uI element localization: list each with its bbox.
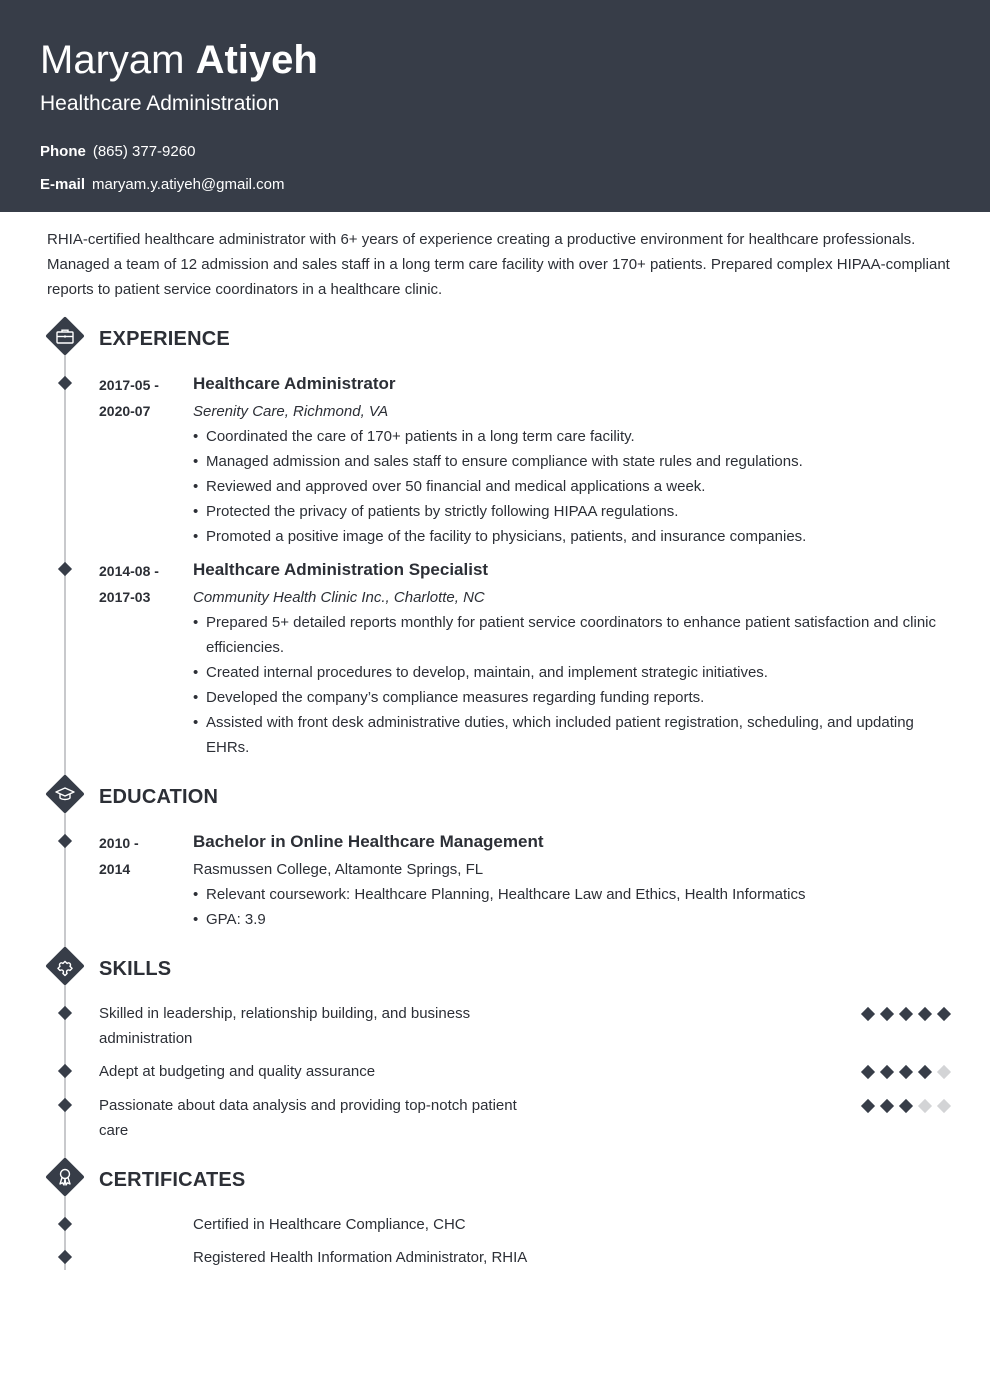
graduation-cap-icon: [45, 774, 85, 814]
job-date-start: 2014-08 -: [99, 563, 159, 579]
rating-diamond-filled: [918, 1007, 932, 1021]
list-item: • Promoted a positive image of the facility to physicians, patients, and insurance companies.: [193, 528, 807, 545]
school-name: Rasmussen College, Altamonte Springs, FL: [193, 861, 484, 878]
timeline-marker: [58, 1217, 72, 1231]
job-date-end: 2020-07: [99, 403, 151, 419]
degree-title: Bachelor in Online Healthcare Management: [193, 832, 544, 851]
rating-diamond-empty: [918, 1099, 932, 1113]
skill-name: Skilled in leadership, relationship building, and business administration: [99, 1005, 471, 1047]
certificate-item: Registered Health Information Administrator, RHIA: [193, 1249, 528, 1266]
skill-name: Adept at budgeting and quality assurance: [99, 1063, 376, 1080]
list-item: • Prepared 5+ detailed reports monthly for patient service coordinators to enhance patient satisfaction and clinic efficiencies.: [193, 614, 937, 656]
list-item: • Protected the privacy of patients by strictly following HIPAA regulations.: [193, 503, 679, 520]
section-title-education: EDUCATION: [99, 786, 219, 808]
skill-name: Passionate about data analysis and providing top-notch patient care: [99, 1097, 517, 1139]
rating-diamond-empty: [937, 1099, 951, 1113]
job-title: Healthcare Administrator: [193, 374, 396, 393]
briefcase-icon: [45, 316, 85, 356]
candidate-name: [40, 36, 318, 84]
skill-rating: [860, 1006, 952, 1022]
education-details: [193, 882, 953, 932]
timeline-marker: [58, 1250, 72, 1264]
section-title-certificates: CERTIFICATES: [99, 1169, 246, 1191]
email-value[interactable]: maryam.y.atiyeh@gmail.com: [92, 176, 285, 193]
certificate-item: Certified in Healthcare Compliance, CHC: [193, 1216, 466, 1233]
contact-email: [40, 175, 285, 195]
job-company: Serenity Care, Richmond, VA: [193, 403, 389, 420]
job-title: Healthcare Administration Specialist: [193, 560, 489, 579]
job-date-start: 2017-05 -: [99, 377, 159, 393]
timeline-marker: [58, 1006, 72, 1020]
education-entry: [193, 830, 953, 932]
education-date-end: 2014: [99, 861, 131, 877]
list-item: • Developed the company’s compliance measures regarding funding reports.: [193, 689, 705, 706]
skill-rating: [860, 1064, 952, 1080]
timeline-marker: [58, 376, 72, 390]
contact-phone: [40, 142, 195, 162]
section-title-experience: EXPERIENCE: [99, 328, 230, 350]
job-dates: [99, 558, 179, 610]
rating-diamond-filled: [880, 1007, 894, 1021]
job-entry: [193, 558, 953, 760]
job-date-end: 2017-03: [99, 589, 151, 605]
timeline-marker: [58, 1098, 72, 1112]
list-item: • Assisted with front desk administrative duties, which included patient registration, scheduling, and updating EHRs.: [193, 714, 914, 756]
rating-diamond-filled: [937, 1007, 951, 1021]
rating-diamond-filled: [918, 1065, 932, 1079]
timeline-marker: [58, 562, 72, 576]
rating-diamond-filled: [861, 1065, 875, 1079]
list-item: • Coordinated the care of 170+ patients in a long term care facility.: [193, 428, 635, 445]
list-item: • Managed admission and sales staff to ensure compliance with state rules and regulations.: [193, 453, 803, 470]
list-item: • Reviewed and approved over 50 financial and medical applications a week.: [193, 478, 706, 495]
education-date-start: 2010 -: [99, 835, 139, 851]
section-title-skills: SKILLS: [99, 958, 172, 980]
rating-diamond-empty: [937, 1065, 951, 1079]
last-name: Atiyeh: [195, 38, 318, 82]
rating-diamond-filled: [899, 1065, 913, 1079]
rating-diamond-filled: [861, 1099, 875, 1113]
phone-label: Phone: [40, 143, 86, 160]
rating-diamond-filled: [899, 1007, 913, 1021]
list-item: • Relevant coursework: Healthcare Planning, Healthcare Law and Ethics, Health Informatics: [193, 886, 806, 903]
rating-diamond-filled: [880, 1065, 894, 1079]
resume-header: [0, 0, 990, 212]
job-company: Community Health Clinic Inc., Charlotte, NC: [193, 589, 485, 606]
job-duties: [193, 610, 953, 760]
puzzle-icon: [45, 946, 85, 986]
skill-rating: [860, 1098, 952, 1114]
profile-summary: RHIA-certified healthcare administrator with 6+ years of experience creating a productive environment for healthcare professionals. Managed a team of 12 admission and sales staff in a long term care facility with over 170+ patients. Prepared complex HIPAA-compliant reports to patient service coordinators in a healthcare clinic.: [47, 231, 950, 298]
email-label: E-mail: [40, 176, 86, 193]
education-dates: [99, 830, 179, 882]
phone-value[interactable]: (865) 377-9260: [92, 143, 196, 160]
job-entry: [193, 372, 953, 549]
timeline-marker: [58, 834, 72, 848]
job-dates: [99, 372, 179, 424]
first-name: Maryam: [40, 38, 185, 82]
timeline-marker: [58, 1064, 72, 1078]
job-duties: [193, 424, 953, 549]
rating-diamond-filled: [861, 1007, 875, 1021]
rating-diamond-filled: [880, 1099, 894, 1113]
award-ribbon-icon: [45, 1157, 85, 1197]
professional-title: Healthcare Administration: [40, 92, 280, 115]
rating-diamond-filled: [899, 1099, 913, 1113]
list-item: • GPA: 3.9: [193, 911, 266, 928]
list-item: • Created internal procedures to develop, maintain, and implement strategic initiatives.: [193, 664, 768, 681]
